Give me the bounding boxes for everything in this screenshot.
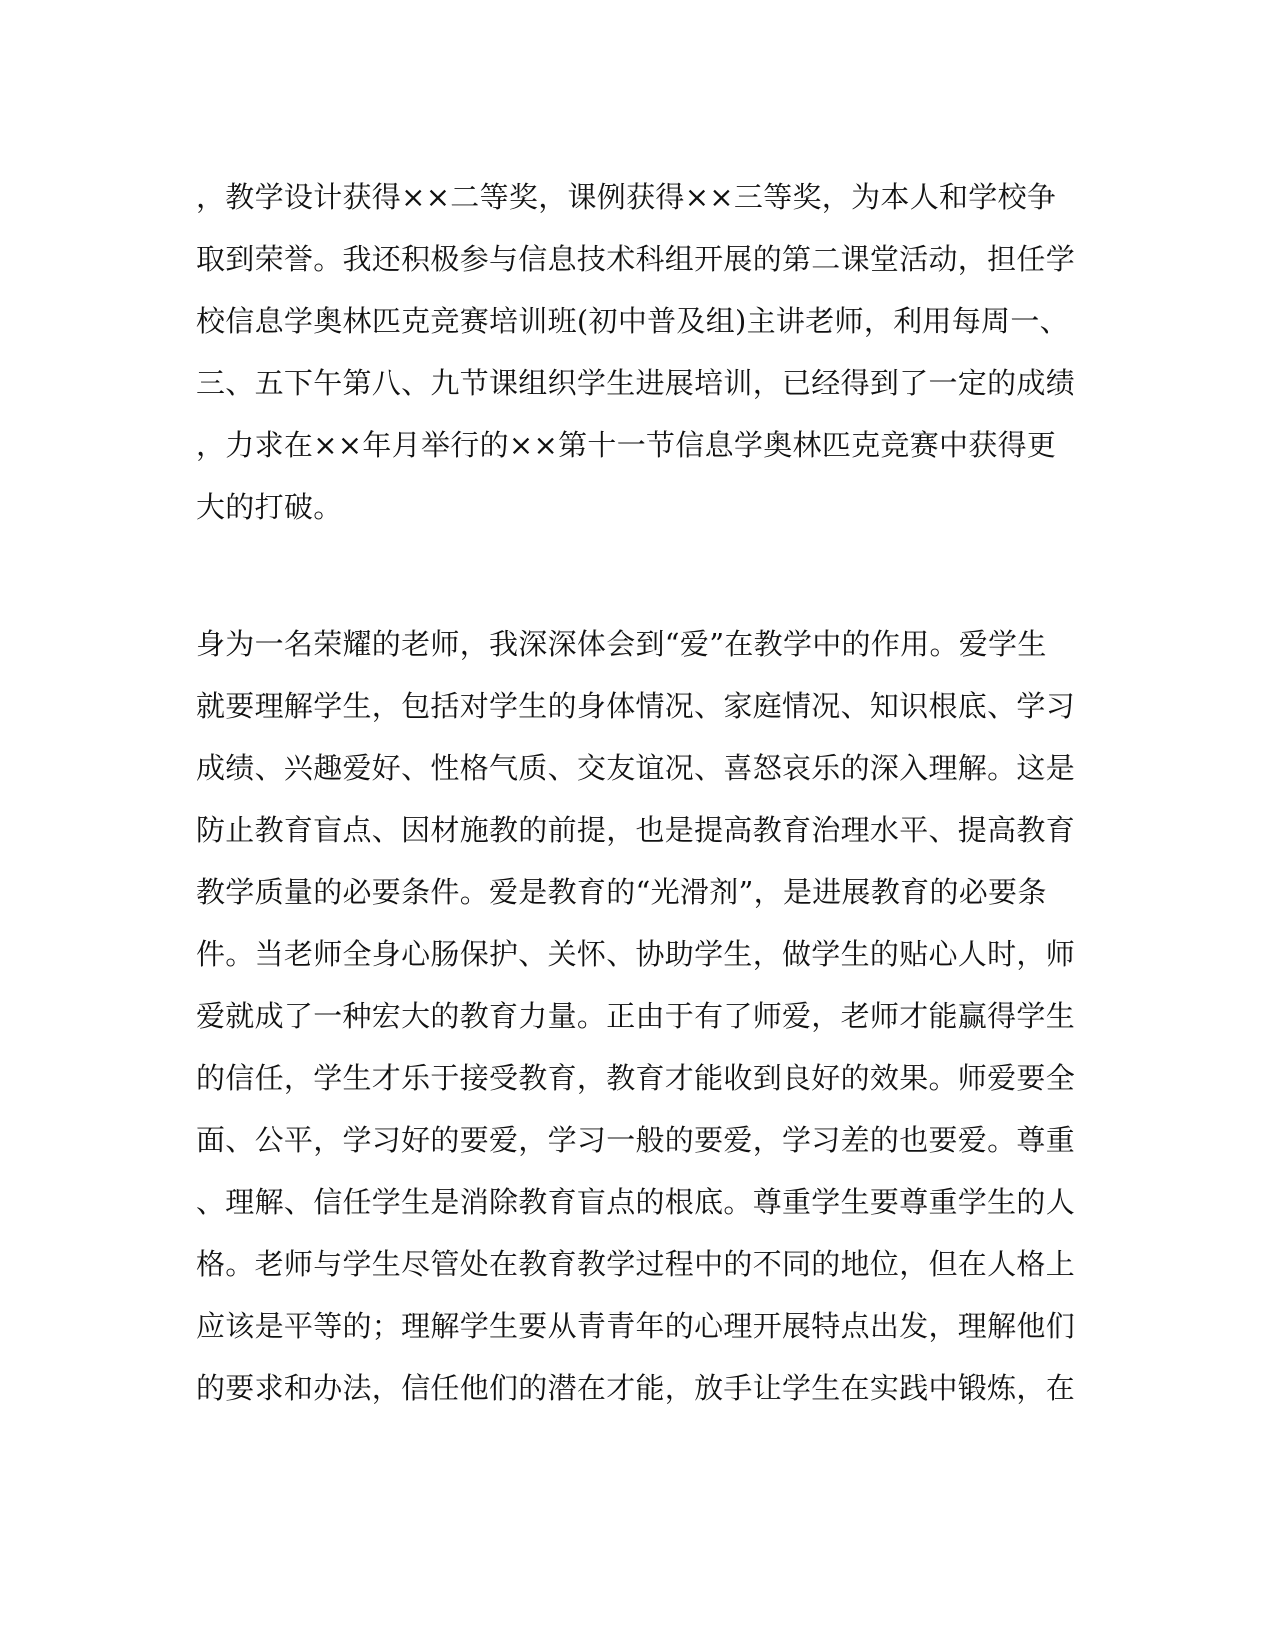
text-line: ，力求在××年月举行的××第十一节信息学奥林匹克竞赛中获得更 [196,428,1057,462]
paragraph-2 [196,613,1076,1419]
text-line: 的信任，学生才乐于接受教育，教育才能收到良好的效果。师爱要全 [196,1061,1076,1095]
text-line: 就要理解学生，包括对学生的身体情况、家庭情况、知识根底、学习 [196,689,1076,723]
text-line: 面、公平，学习好的要爱，学习一般的要爱，学习差的也要爱。尊重 [196,1123,1076,1157]
text-line: ，教学设计获得××二等奖，课例获得××三等奖，为本人和学校争 [196,180,1057,214]
text-line: 教学质量的必要条件。爱是教育的“光滑剂”，是进展教育的必要条 [196,875,1047,909]
text-line: 防止教育盲点、因材施教的前提，也是提高教育治理水平、提高教育 [196,813,1076,847]
text-line: 身为一名荣耀的老师，我深深体会到“爱”在教学中的作用。爱学生 [196,627,1047,661]
text-line: 件。当老师全身心肠保护、关怀、协助学生，做学生的贴心人时，师 [196,937,1076,971]
text-line: 的要求和办法，信任他们的潜在才能，放手让学生在实践中锻炼，在 [196,1371,1076,1405]
text-line: 、理解、信任学生是消除教育盲点的根底。尊重学生要尊重学生的人 [196,1185,1076,1219]
paragraph-1 [196,166,1076,538]
text-line: 爱就成了一种宏大的教育力量。正由于有了师爱，老师才能赢得学生 [196,999,1076,1033]
text-line: 成绩、兴趣爱好、性格气质、交友谊况、喜怒哀乐的深入理解。这是 [196,751,1076,785]
text-line: 应该是平等的；理解学生要从青青年的心理开展特点出发，理解他们 [196,1309,1076,1343]
text-line: 校信息学奥林匹克竞赛培训班(初中普及组)主讲老师，利用每周一、 [196,304,1069,338]
text-line: 大的打破。 [196,490,343,524]
text-line: 格。老师与学生尽管处在教育教学过程中的不同的地位，但在人格上 [196,1247,1076,1281]
text-line: 三、五下午第八、九节课组织学生进展培训，已经得到了一定的成绩 [196,366,1076,400]
text-line: 取到荣誉。我还积极参与信息技术科组开展的第二课堂活动，担任学 [196,242,1076,276]
